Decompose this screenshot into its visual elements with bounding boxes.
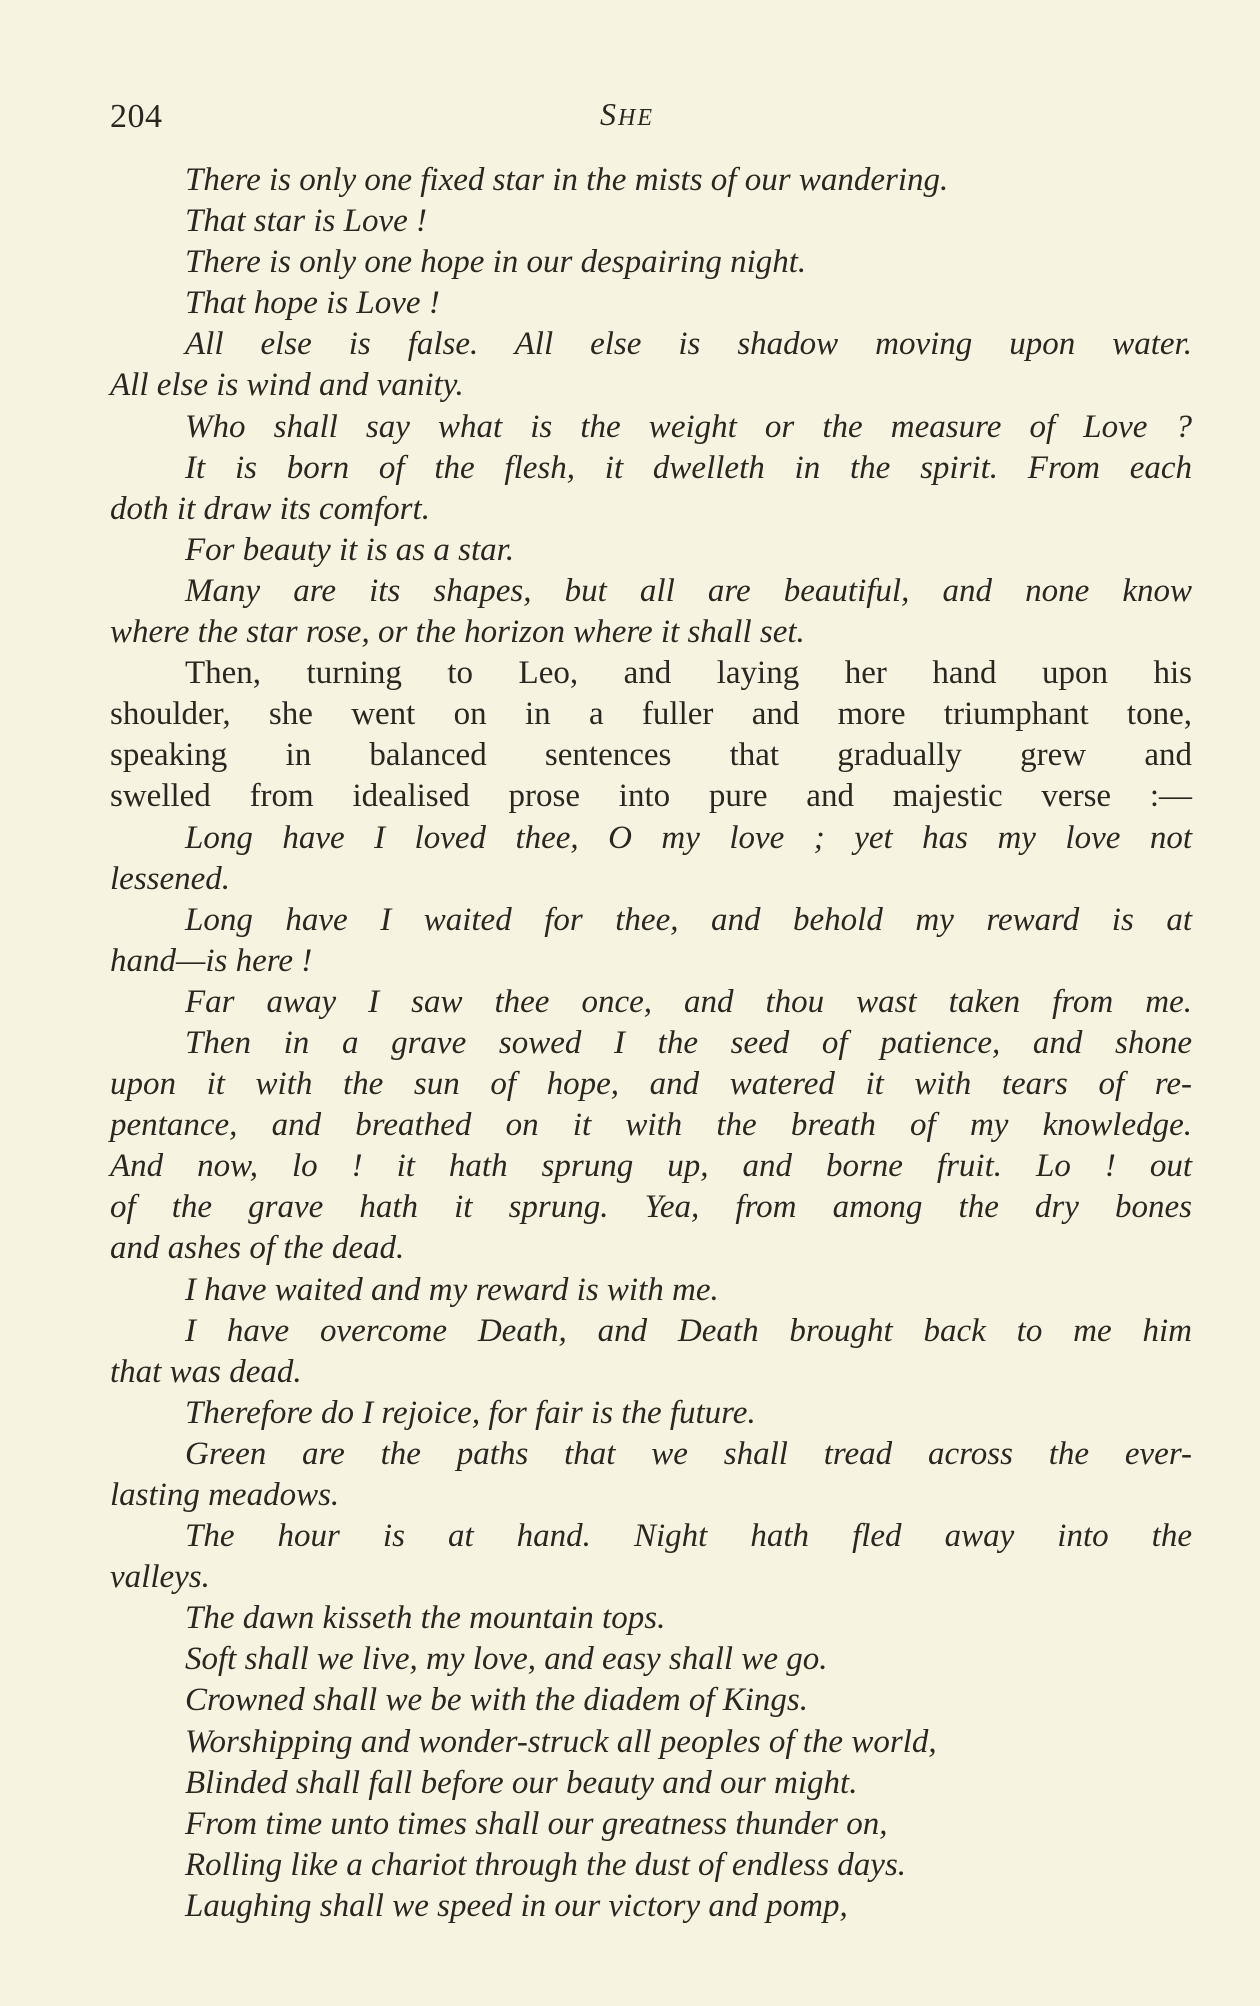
running-head-rest: HE — [618, 105, 654, 131]
text-line: And now, lo ! it hath sprung up, and borne fruit. Lo ! out — [110, 1148, 1192, 1185]
text-line: where the star rose, or the horizon where it shall set. — [110, 614, 805, 651]
text-line: Then, turning to Leo, and laying her hand upon his — [185, 655, 1192, 692]
text-line: I have overcome Death, and Death brought back to me him — [185, 1312, 1192, 1349]
text-line: That hope is Love ! — [185, 285, 440, 322]
text-line: shoulder, she went on in a fuller and more triumphant tone, — [110, 696, 1192, 733]
text-line: The dawn kisseth the mountain tops. — [185, 1600, 666, 1637]
text-line: All else is wind and vanity. — [110, 367, 464, 404]
text-line: and ashes of the dead. — [110, 1230, 405, 1267]
text-line: It is born of the flesh, it dwelleth in the spirit. From each — [185, 449, 1192, 486]
text-line: lasting meadows. — [110, 1477, 340, 1513]
text-line: Soft shall we live, my love, and easy shall we go. — [185, 1641, 828, 1678]
text-line: From time unto times shall our greatness thunder on, — [185, 1805, 888, 1842]
text-line: lessened. — [110, 860, 231, 897]
text-line: pentance, and breathed on it with the breath of my knowledge. — [110, 1107, 1192, 1144]
text-line: There is only one hope in our despairing night. — [185, 244, 807, 281]
page-number: 204 — [110, 98, 163, 135]
text-line: Long have I loved thee, O my love ; yet has my love not — [185, 819, 1192, 856]
text-line: upon it with the sun of hope, and watered it with tears of re- — [110, 1066, 1192, 1103]
text-line: Many are its shapes, but all are beautiful, and none know — [185, 572, 1192, 609]
text-line: doth it draw its comfort. — [110, 490, 430, 527]
text-line: Who shall say what is the weight or the measure of Love ? — [185, 408, 1192, 445]
text-line: Then in a grave sowed I the seed of patience, and shone — [185, 1024, 1192, 1061]
text-line: The hour is at hand. Night hath fled away into the — [185, 1518, 1192, 1555]
text-line: Far away I saw thee once, and thou wast taken from me. — [185, 983, 1192, 1020]
body-text — [110, 160, 1192, 1927]
text-line: hand—is here ! — [110, 942, 313, 979]
text-line: Worshipping and wonder-struck all peoples of the world, — [185, 1723, 937, 1760]
text-line: Crowned shall we be with the diadem of Kings. — [185, 1682, 809, 1719]
text-line: There is only one fixed star in the mists of our wandering. — [185, 162, 949, 198]
text-line: Long have I waited for thee, and behold my reward is at — [185, 901, 1192, 938]
text-line: For beauty it is as a star. — [185, 531, 515, 568]
text-line: Green are the paths that we shall tread across the ever- — [185, 1435, 1192, 1472]
text-line: that was dead. — [110, 1353, 302, 1390]
text-line: That star is Love ! — [185, 203, 428, 240]
text-line: Blinded shall fall before our beauty and our might. — [185, 1764, 858, 1801]
text-line: Rolling like a chariot through the dust of endless days. — [185, 1846, 907, 1883]
text-line: swelled from idealised prose into pure and majestic verse :— — [110, 778, 1192, 815]
text-line: valleys. — [110, 1559, 210, 1596]
running-head-initial: S — [600, 96, 618, 132]
text-line: Therefore do I rejoice, for fair is the future. — [185, 1394, 756, 1431]
text-line: Laughing shall we speed in our victory and pomp, — [185, 1887, 848, 1924]
text-line: All else is false. All else is shadow moving upon water. — [185, 326, 1192, 363]
running-head — [600, 96, 654, 133]
text-line: of the grave hath it sprung. Yea, from among the dry bones — [110, 1189, 1192, 1226]
text-line: speaking in balanced sentences that gradually grew and — [110, 737, 1192, 774]
text-line: I have waited and my reward is with me. — [185, 1271, 719, 1308]
